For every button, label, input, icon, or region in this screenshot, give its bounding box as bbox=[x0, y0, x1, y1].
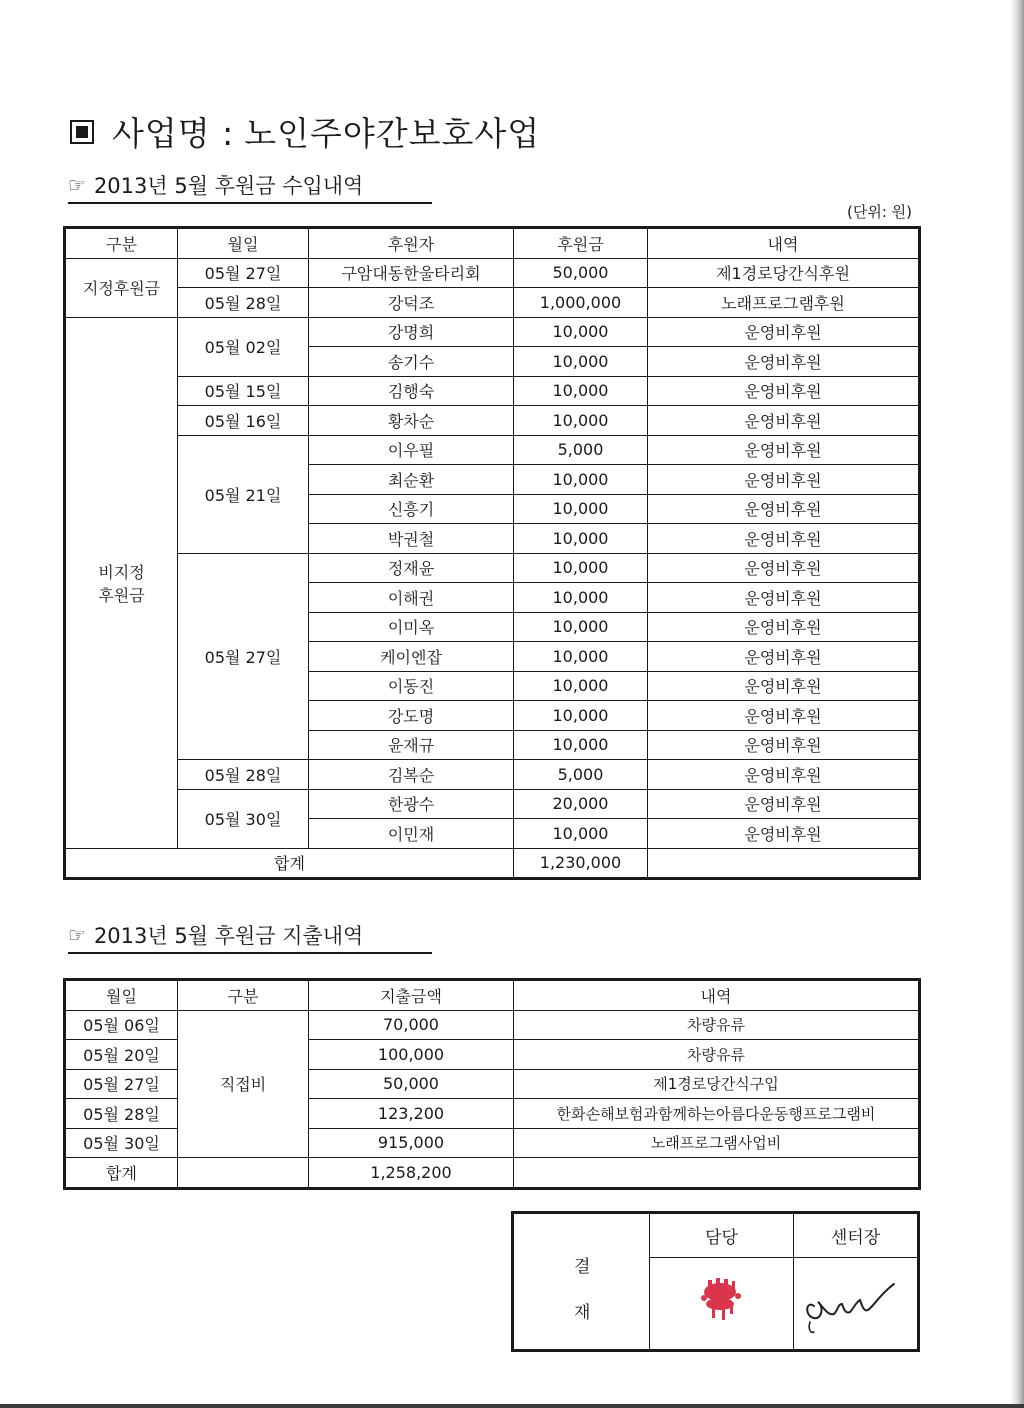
amount-cell: 10,000 bbox=[514, 642, 648, 672]
amount-cell: 10,000 bbox=[514, 671, 648, 701]
detail-cell: 운영비후원 bbox=[648, 789, 920, 819]
amount-cell: 100,000 bbox=[309, 1040, 514, 1070]
director-signature bbox=[794, 1258, 917, 1349]
donor-cell: 구암대동한울타리회 bbox=[309, 258, 514, 288]
expense-header-cell: 구분 bbox=[178, 980, 309, 1011]
detail-cell: 제1경로당간식구입 bbox=[514, 1069, 920, 1099]
income-header-cell: 내역 bbox=[648, 228, 920, 259]
detail-cell: 운영비후원 bbox=[648, 671, 920, 701]
page-title bbox=[70, 108, 540, 155]
amount-cell: 10,000 bbox=[514, 819, 648, 849]
date-cell: 05월 28일 bbox=[178, 760, 309, 790]
table-row bbox=[65, 435, 920, 465]
amount-cell: 10,000 bbox=[514, 553, 648, 583]
donor-cell: 박권철 bbox=[309, 524, 514, 554]
donor-cell: 이민재 bbox=[309, 819, 514, 849]
detail-cell: 운영비후원 bbox=[648, 819, 920, 849]
detail-cell: 운영비후원 bbox=[648, 376, 920, 406]
approval-label-bottom: 재 bbox=[574, 1303, 591, 1323]
income-heading bbox=[68, 170, 432, 204]
title-name: 노인주야간보호사업 bbox=[244, 114, 541, 153]
detail-cell: 한화손해보험과함께하는아름다운동행프로그램비 bbox=[514, 1099, 920, 1129]
income-header-cell: 후원금 bbox=[514, 228, 648, 259]
approval-box bbox=[511, 1211, 920, 1352]
empty-cell bbox=[178, 1158, 309, 1189]
amount-cell: 10,000 bbox=[514, 524, 648, 554]
table-row bbox=[65, 789, 920, 819]
date-cell: 05월 21일 bbox=[178, 435, 309, 553]
amount-cell: 10,000 bbox=[514, 406, 648, 436]
expense-total-row bbox=[65, 1158, 920, 1189]
detail-cell: 운영비후원 bbox=[648, 642, 920, 672]
donor-cell: 송기수 bbox=[309, 347, 514, 377]
table-row bbox=[65, 376, 920, 406]
total-amount-cell: 1,258,200 bbox=[309, 1158, 514, 1189]
category-cell: 직접비 bbox=[178, 1010, 309, 1158]
nondesignated-category-cell: 비지정 후원금 bbox=[65, 317, 178, 848]
approval-director bbox=[794, 1214, 917, 1349]
total-amount-cell: 1,230,000 bbox=[514, 848, 648, 879]
detail-cell: 운영비후원 bbox=[648, 760, 920, 790]
detail-cell: 운영비후원 bbox=[648, 435, 920, 465]
date-cell: 05월 20일 bbox=[65, 1040, 178, 1070]
detail-cell: 운영비후원 bbox=[648, 465, 920, 495]
donor-cell: 김복순 bbox=[309, 760, 514, 790]
page-edge-shadow bbox=[1010, 0, 1024, 1408]
date-cell: 05월 02일 bbox=[178, 317, 309, 376]
square-bullet-icon bbox=[70, 120, 94, 144]
amount-cell: 10,000 bbox=[514, 612, 648, 642]
income-table bbox=[63, 226, 921, 880]
amount-cell: 10,000 bbox=[514, 494, 648, 524]
table-row bbox=[65, 288, 920, 318]
detail-cell: 노래프로그램사업비 bbox=[514, 1128, 920, 1158]
approval-manager bbox=[650, 1214, 794, 1349]
expense-header-cell: 월일 bbox=[65, 980, 178, 1011]
date-cell: 05월 27일 bbox=[178, 258, 309, 288]
empty-cell bbox=[514, 1158, 920, 1189]
table-row bbox=[65, 258, 920, 288]
table-row bbox=[65, 760, 920, 790]
donor-cell: 최순환 bbox=[309, 465, 514, 495]
income-header-row bbox=[65, 228, 920, 259]
handwritten-signature bbox=[794, 1258, 917, 1349]
donor-cell: 이동진 bbox=[309, 671, 514, 701]
page-bottom-edge bbox=[0, 1404, 1024, 1408]
amount-cell: 10,000 bbox=[514, 317, 648, 347]
donor-cell: 케이엔잡 bbox=[309, 642, 514, 672]
donor-cell: 신흥기 bbox=[309, 494, 514, 524]
detail-cell: 노래프로그램후원 bbox=[648, 288, 920, 318]
amount-cell: 10,000 bbox=[514, 465, 648, 495]
table-row bbox=[65, 317, 920, 347]
donor-cell: 강명희 bbox=[309, 317, 514, 347]
donor-cell: 강도명 bbox=[309, 701, 514, 731]
approval-director-label: 센터장 bbox=[794, 1214, 917, 1258]
empty-cell bbox=[648, 848, 920, 879]
expense-header-cell: 내역 bbox=[514, 980, 920, 1011]
expense-heading bbox=[68, 920, 432, 954]
detail-cell: 차량유류 bbox=[514, 1010, 920, 1040]
pointing-hand-icon: ☞ bbox=[68, 923, 86, 947]
approval-manager-label: 담당 bbox=[650, 1214, 793, 1258]
amount-cell: 70,000 bbox=[309, 1010, 514, 1040]
table-row bbox=[65, 553, 920, 583]
detail-cell: 운영비후원 bbox=[648, 406, 920, 436]
amount-cell: 5,000 bbox=[514, 435, 648, 465]
detail-cell: 차량유류 bbox=[514, 1040, 920, 1070]
red-seal-stamp bbox=[650, 1258, 794, 1349]
amount-cell: 10,000 bbox=[514, 583, 648, 613]
donor-cell: 이우필 bbox=[309, 435, 514, 465]
detail-cell: 제1경로당간식후원 bbox=[648, 258, 920, 288]
date-cell: 05월 06일 bbox=[65, 1010, 178, 1040]
title-prefix: 사업명 : bbox=[112, 114, 235, 153]
detail-cell: 운영비후원 bbox=[648, 612, 920, 642]
table-row bbox=[65, 406, 920, 436]
donor-cell: 정재윤 bbox=[309, 553, 514, 583]
amount-cell: 915,000 bbox=[309, 1128, 514, 1158]
amount-cell: 5,000 bbox=[514, 760, 648, 790]
donor-cell: 황차순 bbox=[309, 406, 514, 436]
manager-seal bbox=[650, 1258, 793, 1349]
expense-table bbox=[63, 978, 921, 1190]
expense-header-cell: 지출금액 bbox=[309, 980, 514, 1011]
donor-cell: 윤재규 bbox=[309, 730, 514, 760]
date-cell: 05월 30일 bbox=[65, 1128, 178, 1158]
date-cell: 05월 28일 bbox=[178, 288, 309, 318]
pointing-hand-icon: ☞ bbox=[68, 173, 86, 197]
date-cell: 05월 27일 bbox=[65, 1069, 178, 1099]
amount-cell: 50,000 bbox=[514, 258, 648, 288]
income-header-cell: 구분 bbox=[65, 228, 178, 259]
detail-cell: 운영비후원 bbox=[648, 553, 920, 583]
amount-cell: 10,000 bbox=[514, 730, 648, 760]
income-header-cell: 월일 bbox=[178, 228, 309, 259]
approval-label bbox=[514, 1214, 650, 1349]
date-cell: 05월 30일 bbox=[178, 789, 309, 848]
detail-cell: 운영비후원 bbox=[648, 701, 920, 731]
income-heading-text: 2013년 5월 후원금 수입내역 bbox=[93, 174, 364, 198]
total-label-cell: 합계 bbox=[65, 848, 514, 879]
amount-cell: 10,000 bbox=[514, 701, 648, 731]
donor-cell: 이미옥 bbox=[309, 612, 514, 642]
detail-cell: 운영비후원 bbox=[648, 730, 920, 760]
donor-cell: 강덕조 bbox=[309, 288, 514, 318]
amount-cell: 10,000 bbox=[514, 376, 648, 406]
income-total-row bbox=[65, 848, 920, 879]
amount-cell: 123,200 bbox=[309, 1099, 514, 1129]
amount-cell: 10,000 bbox=[514, 347, 648, 377]
donor-cell: 한광수 bbox=[309, 789, 514, 819]
amount-cell: 20,000 bbox=[514, 789, 648, 819]
amount-cell: 50,000 bbox=[309, 1069, 514, 1099]
detail-cell: 운영비후원 bbox=[648, 317, 920, 347]
date-cell: 05월 27일 bbox=[178, 553, 309, 760]
date-cell: 05월 15일 bbox=[178, 376, 309, 406]
designated-category-cell: 지정후원금 bbox=[65, 258, 178, 317]
date-cell: 05월 28일 bbox=[65, 1099, 178, 1129]
approval-label-top: 결 bbox=[574, 1257, 591, 1277]
detail-cell: 운영비후원 bbox=[648, 524, 920, 554]
total-label-cell: 합계 bbox=[65, 1158, 178, 1189]
expense-heading-text: 2013년 5월 후원금 지출내역 bbox=[93, 924, 364, 948]
detail-cell: 운영비후원 bbox=[648, 583, 920, 613]
expense-header-row bbox=[65, 980, 920, 1011]
amount-cell: 1,000,000 bbox=[514, 288, 648, 318]
unit-note: (단위: 원) bbox=[847, 203, 912, 221]
detail-cell: 운영비후원 bbox=[648, 494, 920, 524]
donor-cell: 이해권 bbox=[309, 583, 514, 613]
detail-cell: 운영비후원 bbox=[648, 347, 920, 377]
income-header-cell: 후원자 bbox=[309, 228, 514, 259]
date-cell: 05월 16일 bbox=[178, 406, 309, 436]
table-row bbox=[65, 1010, 920, 1040]
donor-cell: 김행숙 bbox=[309, 376, 514, 406]
